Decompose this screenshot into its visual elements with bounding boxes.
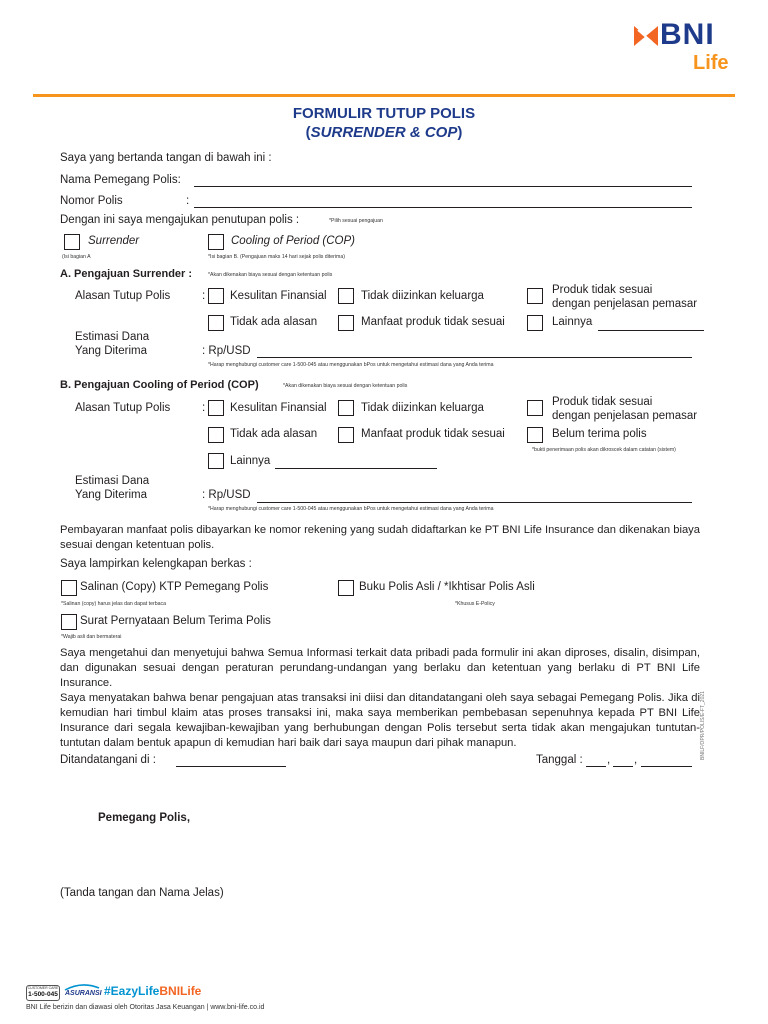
logo-bni-text: BNI [660, 18, 715, 51]
a-noreason-label: Tidak ada alasan [230, 316, 318, 328]
section-b-reason-label: Alasan Tutup Polis [75, 402, 171, 414]
logo-life-text: Life [693, 52, 729, 74]
a-other-field[interactable] [598, 330, 704, 331]
date-label: Tanggal : [536, 754, 583, 766]
a-family-label: Tidak diizinkan keluarga [361, 290, 484, 302]
a-family-checkbox[interactable] [338, 288, 354, 304]
consent-paragraph-1: Saya mengetahui dan menyetujui bahwa Semua Informasi terkait data pribadi pada formulir ini akan diproses, disalin, disimpan, dan digunakan sesuai dengan peraturan perundang-undangan yang berlaku dan ketentuan yang berlaku di PT BNI Life Insurance. [60, 647, 700, 689]
surrender-note: (Isi bagian A [62, 254, 91, 260]
b-family-checkbox[interactable] [338, 400, 354, 416]
a-other-checkbox[interactable] [527, 315, 543, 331]
section-a-reason-label: Alasan Tutup Polis [75, 290, 171, 302]
ktp-label: Salinan (Copy) KTP Pemegang Polis [80, 581, 269, 593]
b-financial-label: Kesulitan Finansial [230, 402, 327, 414]
b-notreceived-note: *bukti penerimaan polis akan dikroscek dalam catatan (sistem) [532, 447, 676, 453]
b-notreceived-label: Belum terima polis [552, 428, 647, 440]
b-noreason-label: Tidak ada alasan [230, 428, 318, 440]
a-other-label: Lainnya [552, 316, 593, 328]
a-estimate-label-2: Yang Diterima [75, 345, 148, 357]
policy-number-label: Nomor Polis [60, 195, 123, 207]
b-noreason-checkbox[interactable] [208, 427, 224, 443]
header-divider [33, 94, 735, 97]
cop-label: Cooling of Period (COP) [231, 235, 355, 247]
attachments-heading: Saya lampirkan kelengkapan berkas : [60, 558, 252, 570]
subtitle-italic: SURRENDER & COP [310, 124, 458, 141]
a-estimate-field[interactable] [257, 357, 692, 358]
b-product-label-1: Produk tidak sesuai [552, 396, 653, 408]
section-a-note: *Akan dikenakan biaya sesuai dengan ketentuan polis [208, 272, 333, 278]
surrender-label: Surrender [88, 235, 140, 247]
a-estimate-note: *Harap menghubungi customer care 1-500-045 atau menggunakan bPos untuk mengetahui estimasi dana yang Anda terima [208, 362, 494, 368]
b-other-label: Lainnya [230, 455, 271, 467]
a-financial-label: Kesulitan Finansial [230, 290, 327, 302]
letter-checkbox[interactable] [61, 614, 77, 630]
a-estimate-label-1: Estimasi Dana [75, 331, 150, 343]
b-estimate-field[interactable] [257, 502, 692, 503]
b-financial-checkbox[interactable] [208, 400, 224, 416]
signature-hint: (Tanda tangan dan Nama Jelas) [60, 887, 224, 899]
policy-number-field[interactable] [194, 207, 692, 208]
a-benefit-checkbox[interactable] [338, 315, 354, 331]
a-benefit-label: Manfaat produk tidak sesuai [361, 316, 505, 328]
a-product-label-1: Produk tidak sesuai [552, 284, 653, 296]
holder-name-label: Nama Pemegang Polis: [60, 174, 181, 186]
letter-label: Surat Pernyataan Belum Terima Polis [80, 615, 271, 627]
book-checkbox[interactable] [338, 580, 354, 596]
submission-note: *Pilih sesuai pengajuan [329, 218, 383, 224]
holder-name-field[interactable] [194, 186, 692, 187]
form-code: BNILF/OPR/POLIS/E-FT_2021 [700, 691, 706, 760]
date-month-field[interactable] [613, 766, 633, 767]
b-estimate-note: *Harap menghubungi customer care 1-500-045 atau menggunakan bPos untuk mengetahui estimasi dana yang Anda terima [208, 506, 494, 512]
b-benefit-label: Manfaat produk tidak sesuai [361, 428, 505, 440]
section-a-heading: A. Pengajuan Surrender : [60, 268, 193, 280]
intro-statement: Saya yang bertanda tangan di bawah ini : [60, 152, 272, 164]
b-benefit-checkbox[interactable] [338, 427, 354, 443]
letter-note: *Wajib asli dan bermaterai [61, 634, 122, 640]
surrender-checkbox[interactable] [64, 234, 80, 250]
b-currency-label: : Rp/USD [202, 489, 251, 501]
b-other-field[interactable] [275, 468, 437, 469]
form-title: FORMULIR TUTUP POLIS [292, 105, 476, 122]
b-estimate-label-1: Estimasi Dana [75, 475, 150, 487]
consent-paragraph-2: Saya menyatakan bahwa benar pengajuan atas transaksi ini diisi dan ditandatangani oleh saya sebagai Pemegang Polis. Jika di kemudian hari timbul klaim atas proses transaksi ini, maka saya memberikan pembebasan sepenuhnya kepada PT BNI Life Insurance dari segala kewajiban-kewajiban yang berhubungan dengan Polis tersebut serta tidak akan mengajukan tuntutan-tuntutan dalam bentuk apapun di kemudian hari baik dari saya maupun dari pihak manapun. [60, 692, 700, 749]
b-other-checkbox[interactable] [208, 453, 224, 469]
date-year-field[interactable] [641, 766, 692, 767]
policy-holder-label: Pemegang Polis, [98, 812, 191, 824]
cop-note: *Isi bagian B. (Pengajuan maks 14 hari sejak polis diterima) [208, 254, 345, 260]
ktp-checkbox[interactable] [61, 580, 77, 596]
section-b-heading: B. Pengajuan Cooling of Period (COP) [60, 379, 259, 391]
payment-text: Pembayaran manfaat polis dibayarkan ke nomor rekening yang sudah didaftarkan ke PT BNI Life Insurance dan dikenakan biaya sesuai dengan ketentuan polis. [60, 524, 700, 551]
ktp-note: *Salinan (copy) harus jelas dan dapat terbaca [61, 601, 166, 607]
hashtag: #EazyLifeBNILife [104, 984, 202, 998]
book-label: Buku Polis Asli / *Ikhtisar Polis Asli [359, 581, 535, 593]
legal-text: BNI Life berizin dan diawasi oleh Otoritas Jasa Keuangan | www.bni-life.co.id [26, 1004, 265, 1011]
book-note: *Khusus E-Policy [455, 601, 495, 607]
cop-checkbox[interactable] [208, 234, 224, 250]
a-product-label-2: dengan penjelasan pemasar [552, 298, 698, 310]
signed-at-field[interactable] [176, 766, 286, 767]
bni-logo-icon [632, 22, 660, 50]
a-currency-label: : Rp/USD [202, 345, 251, 357]
asuransi-badge: ASURANSI [63, 983, 101, 999]
b-estimate-label-2: Yang Diterima [75, 489, 148, 501]
a-product-checkbox[interactable] [527, 288, 543, 304]
submission-text: Dengan ini saya mengajukan penutupan polis : [60, 214, 300, 226]
a-financial-checkbox[interactable] [208, 288, 224, 304]
date-day-field[interactable] [586, 766, 606, 767]
a-noreason-checkbox[interactable] [208, 315, 224, 331]
b-product-label-2: dengan penjelasan pemasar [552, 410, 698, 422]
company-logo [630, 18, 740, 80]
b-notreceived-checkbox[interactable] [527, 427, 543, 443]
b-family-label: Tidak diizinkan keluarga [361, 402, 484, 414]
section-b-note: *Akan dikenakan biaya sesuai dengan ketentuan polis [283, 383, 408, 389]
form-subtitle: (SURRENDER & COP) [305, 124, 463, 141]
callcenter-badge: CUSTOMER CARE 1-500-045 [26, 985, 60, 1001]
b-product-checkbox[interactable] [527, 400, 543, 416]
signed-at-label: Ditandatangani di : [60, 754, 156, 766]
